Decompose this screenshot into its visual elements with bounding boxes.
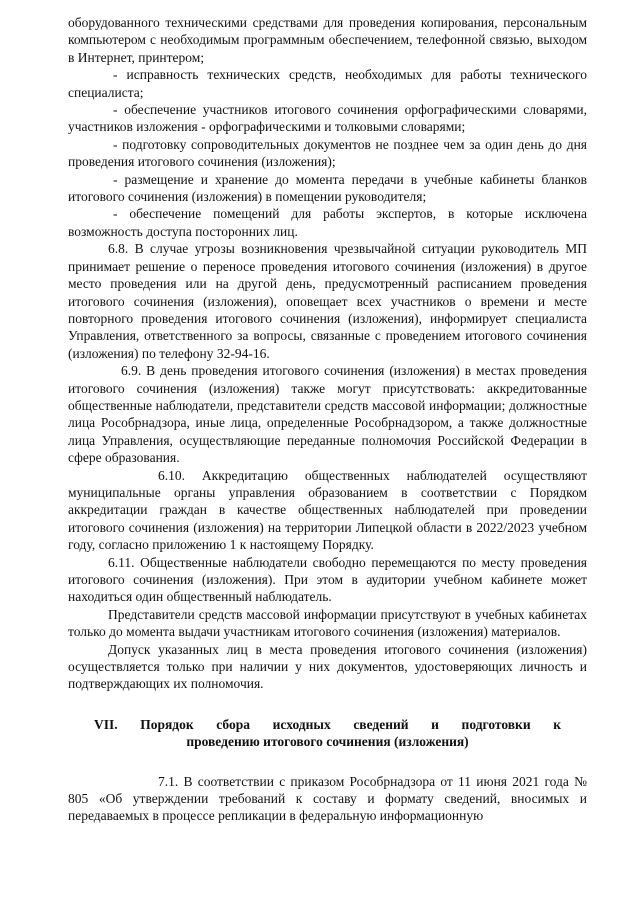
section-heading-line-2: проведению итогового сочинения (изложения) <box>186 734 469 750</box>
paragraph-6-11: 6.11. Общественные наблюдатели свободно перемещаются по месту проведения итогового сочинения (изложения). При этом в аудитории учебном кабинете может находиться один общественный наблюдатель. <box>68 554 587 605</box>
section-heading-line-1: VII. Порядок сбора исходных сведений и подготовки к <box>94 716 561 732</box>
section-heading <box>68 716 587 751</box>
paragraph-continuation: оборудованного техническими средствами для проведения копирования, персональным компьютером с необходимым программным обеспечением, телефонной связью, выходом в Интернет, принтером; <box>68 15 587 65</box>
paragraph-6-9: 6.9. В день проведения итогового сочинения (изложения) в местах проведения итогового сочинения (изложения) также могут присутствовать: аккредитованные общественные наблюдатели, представители средств массовой информации; должностные лица Рособрнадзора, иные лица, определенные Рособрнадзором, а также должностные лица Управления, осуществляющие переданные полномочия Российской Федерации в сфере образования. <box>68 363 587 466</box>
list-item: - размещение и хранение до момента передачи в учебные кабинеты бланков итогового сочинения (изложения) в помещении руководителя; <box>68 171 587 205</box>
paragraph-access: Допуск указанных лиц в места проведения итогового сочинения (изложения) осуществляется только при наличии у них документов, удостоверяющих личность и подтверждающих их полномочия. <box>68 641 587 692</box>
list-item: - обеспечение помещений для работы экспертов, в которые исключена возможность доступа посторонних лиц. <box>68 206 587 239</box>
list-item: - подготовку сопроводительных документов не позднее чем за один день до дня проведения итогового сочинения (изложения); <box>68 136 587 170</box>
paragraph-6-8: 6.8. В случае угрозы возникновения чрезвычайной ситуации руководитель МП принимает решение о переносе проведения итогового сочинения (изложения) в другое место проведения или на другой день, предусмотренный расписанием проведения итогового сочинения (изложения), оповещает всех участников о времени и месте повторного проведения итогового сочинения (изложения), информирует специалиста Управления, ответственного за вопросы, связанные с проведением итогового сочинения (изложения) по телефону 32-94-16. <box>68 241 587 361</box>
paragraph-media: Представители средств массовой информации присутствуют в учебных кабинетах только до момента выдачи участникам итогового сочинения (изложения) материалов. <box>68 606 587 640</box>
list-item: - исправность технических средств, необходимых для работы технического специалиста; <box>68 67 587 100</box>
paragraph-7-1: 7.1. В соответствии с приказом Рособрнадзора от 11 июня 2021 года № 805 «Об утверждении требований к составу и формату сведений, вносимых и передаваемых в процессе репликации в федеральную информационную <box>68 773 587 824</box>
list-item: - обеспечение участников итогового сочинения орфографическими словарями, участников изложения - орфографическими и толковыми словарями; <box>68 102 587 135</box>
paragraph-6-10: 6.10. Аккредитацию общественных наблюдателей осуществляют муниципальные органы управления образованием в соответствии с Порядком аккредитации граждан в качестве общественных наблюдателей при проведении итогового сочинения (изложения) на территории Липецкой области в 2022/2023 учебном году, согласно приложению 1 к настоящему Порядку. <box>68 467 587 553</box>
